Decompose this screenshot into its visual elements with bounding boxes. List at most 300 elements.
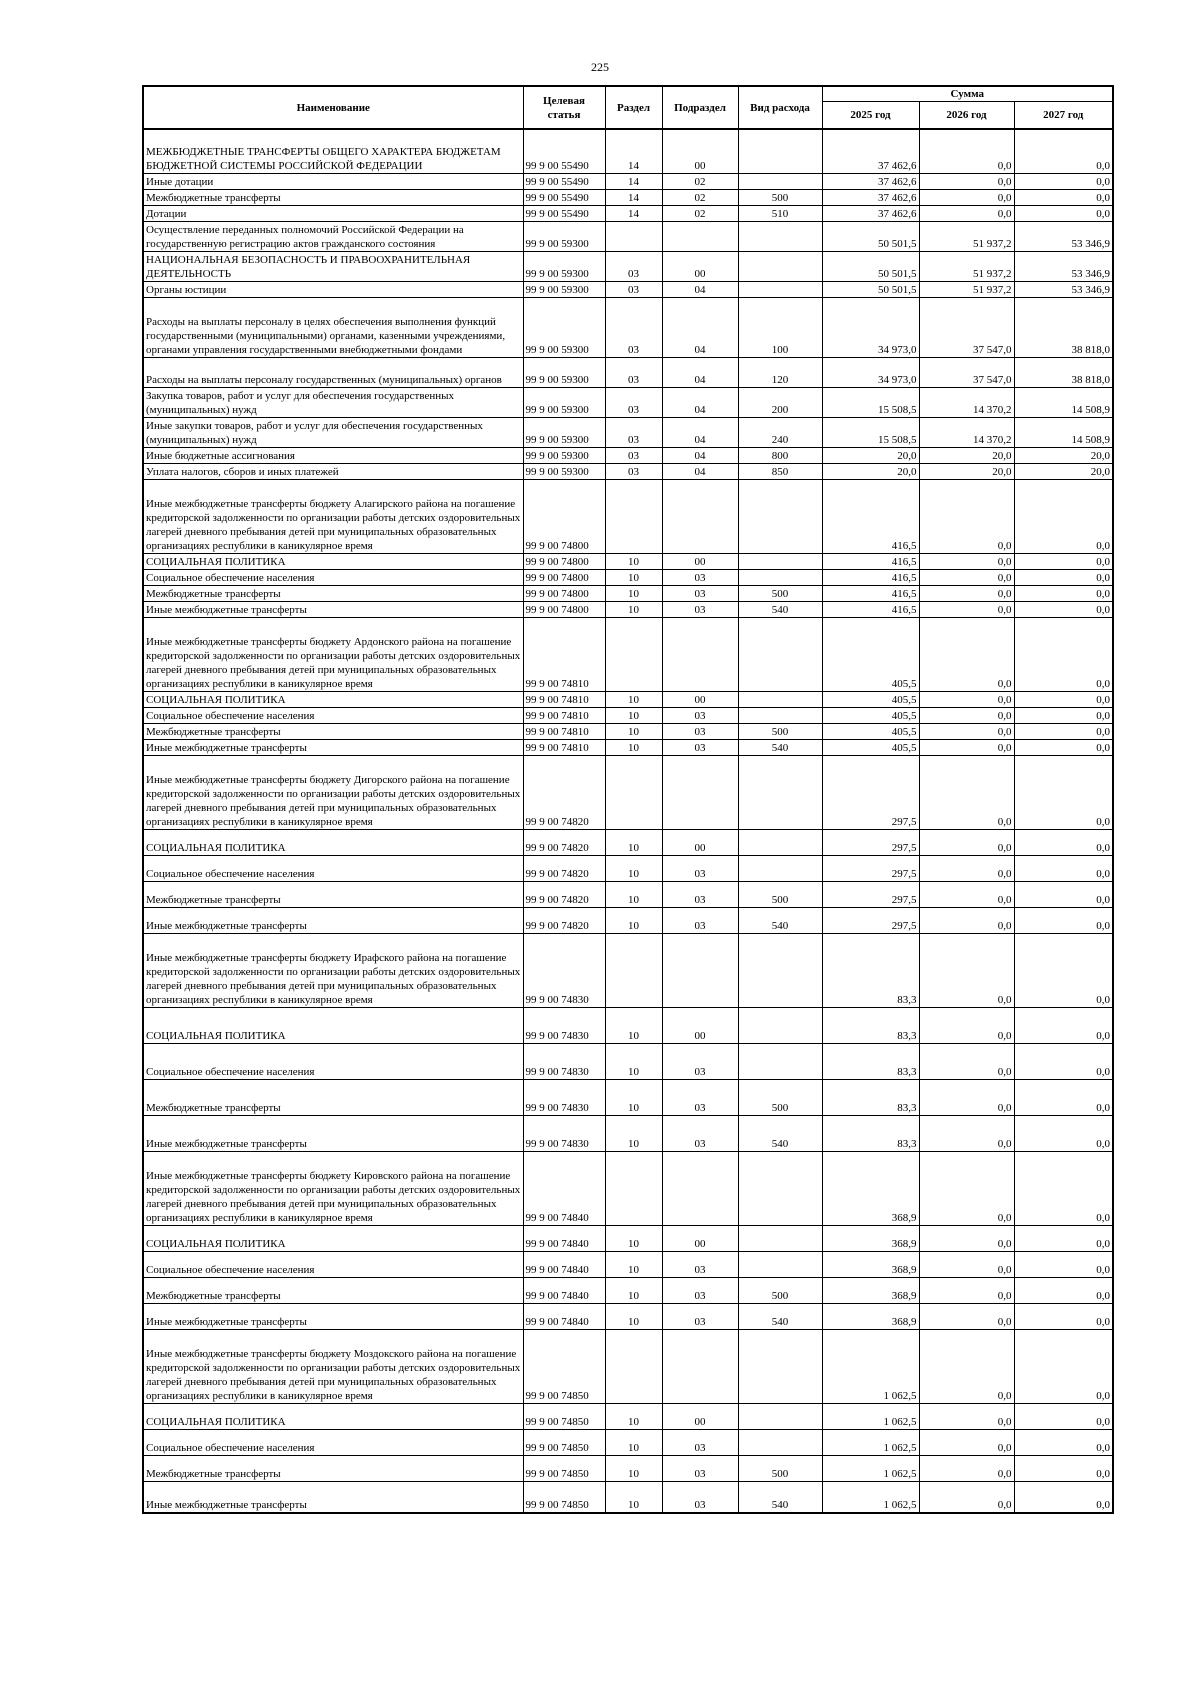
row-section: 03 [605,251,662,281]
row-subsection: 02 [662,205,738,221]
row-sum-2026: 0,0 [919,569,1014,585]
row-subsection: 02 [662,173,738,189]
row-target-article: 99 9 00 59300 [523,297,605,357]
row-name: Дотации [143,205,523,221]
row-expense-type: 540 [738,1481,822,1513]
row-sum-2025: 368,9 [822,1225,919,1251]
row-sum-2027: 0,0 [1014,129,1113,173]
row-expense-type [738,1429,822,1455]
table-row [143,417,1113,447]
row-subsection: 03 [662,1455,738,1481]
row-sum-2027: 53 346,9 [1014,281,1113,297]
row-name: Межбюджетные трансферты [143,189,523,205]
row-section: 14 [605,173,662,189]
row-sum-2025: 15 508,5 [822,387,919,417]
row-sum-2026: 0,0 [919,707,1014,723]
row-section: 10 [605,1115,662,1151]
row-sum-2026: 0,0 [919,691,1014,707]
row-sum-2027: 0,0 [1014,1329,1113,1403]
row-sum-2027: 0,0 [1014,1277,1113,1303]
row-sum-2025: 405,5 [822,691,919,707]
table-row [143,297,1113,357]
row-sum-2027: 0,0 [1014,1481,1113,1513]
row-sum-2026: 0,0 [919,1115,1014,1151]
row-sum-2027: 0,0 [1014,1007,1113,1043]
row-sum-2025: 368,9 [822,1251,919,1277]
row-name: Уплата налогов, сборов и иных платежей [143,463,523,479]
row-expense-type: 500 [738,189,822,205]
row-expense-type: 240 [738,417,822,447]
row-subsection: 04 [662,447,738,463]
row-sum-2026: 51 937,2 [919,251,1014,281]
table-row [143,1251,1113,1277]
row-section: 10 [605,1079,662,1115]
table-row [143,601,1113,617]
row-sum-2026: 0,0 [919,479,1014,553]
row-sum-2025: 37 462,6 [822,189,919,205]
row-subsection: 03 [662,723,738,739]
row-name: Иные межбюджетные трансферты [143,907,523,933]
header-name: Наименование [143,86,523,129]
header-expense-type: Вид расхода [738,86,822,129]
row-target-article: 99 9 00 59300 [523,281,605,297]
table-row [143,829,1113,855]
row-sum-2026: 0,0 [919,723,1014,739]
row-section: 03 [605,281,662,297]
table-row [143,755,1113,829]
row-subsection [662,221,738,251]
row-sum-2025: 37 462,6 [822,205,919,221]
row-section [605,617,662,691]
row-sum-2026: 0,0 [919,1251,1014,1277]
row-expense-type [738,1403,822,1429]
row-target-article: 99 9 00 59300 [523,387,605,417]
row-subsection: 04 [662,387,738,417]
row-sum-2025: 416,5 [822,569,919,585]
row-sum-2025: 50 501,5 [822,281,919,297]
row-subsection [662,755,738,829]
row-section: 03 [605,417,662,447]
row-name: МЕЖБЮДЖЕТНЫЕ ТРАНСФЕРТЫ ОБЩЕГО ХАРАКТЕРА БЮДЖЕТАМ БЮДЖЕТНОЙ СИСТЕМЫ РОССИЙСКОЙ ФЕДЕРАЦИИ [143,129,523,173]
row-sum-2025: 50 501,5 [822,221,919,251]
row-name: Межбюджетные трансферты [143,723,523,739]
row-expense-type: 200 [738,387,822,417]
row-sum-2027: 0,0 [1014,1079,1113,1115]
table-row [143,1455,1113,1481]
header-year-2026: 2026 год [919,102,1014,130]
row-sum-2025: 368,9 [822,1303,919,1329]
row-expense-type [738,479,822,553]
row-sum-2026: 0,0 [919,617,1014,691]
row-sum-2027: 0,0 [1014,691,1113,707]
row-target-article: 99 9 00 74820 [523,755,605,829]
row-name: Социальное обеспечение населения [143,1429,523,1455]
row-name: Социальное обеспечение населения [143,707,523,723]
row-expense-type [738,221,822,251]
row-expense-type: 850 [738,463,822,479]
table-row [143,739,1113,755]
row-target-article: 99 9 00 74840 [523,1303,605,1329]
row-sum-2025: 1 062,5 [822,1455,919,1481]
table-row [143,1115,1113,1151]
row-expense-type [738,755,822,829]
row-sum-2025: 1 062,5 [822,1481,919,1513]
row-sum-2027: 0,0 [1014,1303,1113,1329]
row-sum-2027: 0,0 [1014,739,1113,755]
header-section: Раздел [605,86,662,129]
row-sum-2025: 1 062,5 [822,1329,919,1403]
row-section: 10 [605,907,662,933]
row-section: 10 [605,855,662,881]
row-sum-2025: 34 973,0 [822,297,919,357]
row-sum-2025: 297,5 [822,755,919,829]
budget-table [142,85,1114,1514]
row-name: Расходы на выплаты персоналу в целях обеспечения выполнения функций государственными (муниципальными) органами, казенными учреждениями, органами управления государственными внебюджетными фондами [143,297,523,357]
row-sum-2026: 0,0 [919,739,1014,755]
row-sum-2026: 0,0 [919,1079,1014,1115]
row-subsection: 00 [662,553,738,569]
row-sum-2026: 0,0 [919,1043,1014,1079]
table-row [143,907,1113,933]
row-sum-2027: 0,0 [1014,1043,1113,1079]
row-target-article: 99 9 00 74800 [523,585,605,601]
row-sum-2027: 0,0 [1014,1225,1113,1251]
row-target-article: 99 9 00 74850 [523,1455,605,1481]
row-sum-2027: 0,0 [1014,173,1113,189]
row-sum-2027: 0,0 [1014,585,1113,601]
row-sum-2027: 0,0 [1014,205,1113,221]
table-row [143,173,1113,189]
row-sum-2026: 14 370,2 [919,417,1014,447]
row-section [605,221,662,251]
row-sum-2026: 0,0 [919,189,1014,205]
table-row [143,189,1113,205]
row-section: 10 [605,1277,662,1303]
row-target-article: 99 9 00 74820 [523,881,605,907]
row-sum-2026: 0,0 [919,1225,1014,1251]
row-sum-2026: 0,0 [919,553,1014,569]
row-sum-2027: 0,0 [1014,881,1113,907]
row-subsection: 03 [662,907,738,933]
table-row [143,357,1113,387]
row-name: Иные закупки товаров, работ и услуг для обеспечения государственных (муниципальных) нужд [143,417,523,447]
row-name: Расходы на выплаты персоналу государственных (муниципальных) органов [143,357,523,387]
row-section [605,1151,662,1225]
row-sum-2026: 0,0 [919,1007,1014,1043]
row-target-article: 99 9 00 74800 [523,553,605,569]
row-target-article: 99 9 00 74830 [523,1079,605,1115]
row-sum-2025: 297,5 [822,829,919,855]
row-sum-2025: 83,3 [822,1007,919,1043]
row-name: СОЦИАЛЬНАЯ ПОЛИТИКА [143,1007,523,1043]
row-section: 10 [605,1429,662,1455]
row-sum-2027: 0,0 [1014,755,1113,829]
row-expense-type [738,1329,822,1403]
row-name: Иные межбюджетные трансферты [143,739,523,755]
row-subsection: 03 [662,1481,738,1513]
row-subsection: 00 [662,1007,738,1043]
row-sum-2025: 416,5 [822,553,919,569]
table-row [143,1225,1113,1251]
row-target-article: 99 9 00 74840 [523,1225,605,1251]
table-row [143,855,1113,881]
row-expense-type [738,1251,822,1277]
table-row [143,221,1113,251]
row-sum-2026: 20,0 [919,463,1014,479]
row-name: СОЦИАЛЬНАЯ ПОЛИТИКА [143,1403,523,1429]
row-sum-2026: 0,0 [919,129,1014,173]
row-expense-type [738,855,822,881]
row-name: СОЦИАЛЬНАЯ ПОЛИТИКА [143,1225,523,1251]
row-target-article: 99 9 00 74810 [523,617,605,691]
row-subsection: 03 [662,1079,738,1115]
table-row [143,933,1113,1007]
row-name: Иные межбюджетные трансферты бюджету Ардонского района на погашение кредиторской задолженности по организации работы детских оздоровительных лагерей дневного пребывания детей при муниципальных образовательных организациях республики в каникулярное время [143,617,523,691]
row-target-article: 99 9 00 74830 [523,1007,605,1043]
row-name: Межбюджетные трансферты [143,1277,523,1303]
row-target-article: 99 9 00 74850 [523,1429,605,1455]
row-subsection [662,617,738,691]
row-expense-type [738,1225,822,1251]
row-name: Иные бюджетные ассигнования [143,447,523,463]
row-sum-2027: 0,0 [1014,601,1113,617]
row-sum-2027: 53 346,9 [1014,221,1113,251]
row-name: Социальное обеспечение населения [143,855,523,881]
row-sum-2025: 20,0 [822,463,919,479]
row-sum-2026: 0,0 [919,1151,1014,1225]
row-sum-2027: 0,0 [1014,723,1113,739]
row-subsection: 04 [662,357,738,387]
row-sum-2026: 0,0 [919,755,1014,829]
row-sum-2027: 0,0 [1014,1403,1113,1429]
row-target-article: 99 9 00 74830 [523,1115,605,1151]
row-sum-2025: 83,3 [822,933,919,1007]
row-sum-2025: 405,5 [822,723,919,739]
row-sum-2026: 0,0 [919,881,1014,907]
row-sum-2026: 0,0 [919,1303,1014,1329]
row-sum-2027: 0,0 [1014,1455,1113,1481]
row-name: Социальное обеспечение населения [143,1251,523,1277]
row-sum-2027: 0,0 [1014,829,1113,855]
row-subsection: 04 [662,281,738,297]
row-name: Закупка товаров, работ и услуг для обеспечения государственных (муниципальных) нужд [143,387,523,417]
row-subsection: 00 [662,1225,738,1251]
row-expense-type [738,1007,822,1043]
row-sum-2025: 297,5 [822,881,919,907]
table-row [143,1481,1113,1513]
row-expense-type [738,707,822,723]
row-sum-2025: 416,5 [822,479,919,553]
row-sum-2025: 1 062,5 [822,1429,919,1455]
row-section [605,479,662,553]
row-sum-2025: 83,3 [822,1115,919,1151]
row-target-article: 99 9 00 74830 [523,933,605,1007]
row-sum-2025: 37 462,6 [822,129,919,173]
table-row [143,463,1113,479]
row-expense-type: 540 [738,739,822,755]
table-row [143,617,1113,691]
row-section: 10 [605,553,662,569]
row-section: 10 [605,829,662,855]
row-section: 10 [605,1403,662,1429]
row-name: Иные межбюджетные трансферты бюджету Ирафского района на погашение кредиторской задолженности по организации работы детских оздоровительных лагерей дневного пребывания детей при муниципальных образовательных организациях республики в каникулярное время [143,933,523,1007]
row-sum-2027: 38 818,0 [1014,297,1113,357]
row-name: Межбюджетные трансферты [143,1079,523,1115]
row-expense-type: 500 [738,723,822,739]
row-expense-type [738,553,822,569]
row-target-article: 99 9 00 74840 [523,1277,605,1303]
row-expense-type: 500 [738,1455,822,1481]
row-sum-2027: 38 818,0 [1014,357,1113,387]
row-target-article: 99 9 00 74800 [523,479,605,553]
row-section: 14 [605,205,662,221]
row-expense-type [738,281,822,297]
row-sum-2026: 0,0 [919,1277,1014,1303]
row-section: 10 [605,1303,662,1329]
row-name: Осуществление переданных полномочий Российской Федерации на государственную регистрацию актов гражданского состояния [143,221,523,251]
row-section [605,755,662,829]
row-section: 14 [605,129,662,173]
row-sum-2025: 1 062,5 [822,1403,919,1429]
row-subsection: 03 [662,1429,738,1455]
row-target-article: 99 9 00 59300 [523,357,605,387]
row-sum-2026: 37 547,0 [919,357,1014,387]
row-target-article: 99 9 00 74820 [523,829,605,855]
table-row [143,1079,1113,1115]
row-subsection [662,1151,738,1225]
row-sum-2027: 14 508,9 [1014,387,1113,417]
header-year-2025: 2025 год [822,102,919,130]
row-sum-2025: 297,5 [822,855,919,881]
row-target-article: 99 9 00 55490 [523,129,605,173]
row-expense-type [738,1151,822,1225]
row-sum-2026: 0,0 [919,1481,1014,1513]
row-subsection [662,479,738,553]
row-sum-2027: 0,0 [1014,617,1113,691]
row-section: 10 [605,1455,662,1481]
row-expense-type [738,569,822,585]
row-name: СОЦИАЛЬНАЯ ПОЛИТИКА [143,829,523,855]
row-sum-2027: 20,0 [1014,447,1113,463]
row-expense-type: 500 [738,1277,822,1303]
row-section: 10 [605,881,662,907]
row-sum-2026: 0,0 [919,585,1014,601]
row-sum-2025: 368,9 [822,1277,919,1303]
row-subsection: 03 [662,707,738,723]
row-sum-2025: 50 501,5 [822,251,919,281]
row-subsection: 00 [662,691,738,707]
row-target-article: 99 9 00 74840 [523,1151,605,1225]
row-target-article: 99 9 00 74850 [523,1403,605,1429]
row-name: Межбюджетные трансферты [143,881,523,907]
row-section: 03 [605,297,662,357]
row-target-article: 99 9 00 59300 [523,463,605,479]
table-row [143,553,1113,569]
row-section: 03 [605,463,662,479]
row-section: 10 [605,739,662,755]
page-number: 225 [591,60,609,74]
row-expense-type [738,691,822,707]
row-name: Иные межбюджетные трансферты бюджету Моздокского района на погашение кредиторской задолженности по организации работы детских оздоровительных лагерей дневного пребывания детей при муниципальных образовательных организациях республики в каникулярное время [143,1329,523,1403]
row-sum-2026: 37 547,0 [919,297,1014,357]
row-sum-2027: 0,0 [1014,569,1113,585]
table-row [143,1329,1113,1403]
row-sum-2026: 0,0 [919,173,1014,189]
row-name: Органы юстиции [143,281,523,297]
row-section: 03 [605,447,662,463]
row-subsection: 04 [662,417,738,447]
row-sum-2026: 0,0 [919,933,1014,1007]
header-sum: Сумма [822,86,1113,102]
table-header [143,86,1113,129]
row-expense-type: 540 [738,907,822,933]
row-subsection: 03 [662,1303,738,1329]
row-target-article: 99 9 00 59300 [523,447,605,463]
row-subsection [662,1329,738,1403]
row-name: Иные межбюджетные трансферты [143,1303,523,1329]
row-sum-2026: 51 937,2 [919,221,1014,251]
row-sum-2027: 0,0 [1014,907,1113,933]
row-section: 10 [605,1251,662,1277]
row-sum-2025: 37 462,6 [822,173,919,189]
row-target-article: 99 9 00 74820 [523,855,605,881]
table-row [143,1007,1113,1043]
row-expense-type [738,829,822,855]
row-section: 03 [605,357,662,387]
row-sum-2027: 0,0 [1014,479,1113,553]
table-row [143,707,1113,723]
row-subsection: 04 [662,297,738,357]
row-subsection [662,933,738,1007]
row-target-article: 99 9 00 74820 [523,907,605,933]
row-sum-2025: 20,0 [822,447,919,463]
row-sum-2025: 83,3 [822,1079,919,1115]
row-expense-type: 500 [738,585,822,601]
row-subsection: 03 [662,881,738,907]
row-name: Иные межбюджетные трансферты бюджету Дигорского района на погашение кредиторской задолженности по организации работы детских оздоровительных лагерей дневного пребывания детей при муниципальных образовательных организациях республики в каникулярное время [143,755,523,829]
row-section: 10 [605,1225,662,1251]
row-name: Социальное обеспечение населения [143,1043,523,1079]
row-target-article: 99 9 00 74800 [523,569,605,585]
row-sum-2025: 405,5 [822,739,919,755]
row-sum-2026: 0,0 [919,855,1014,881]
row-subsection: 04 [662,463,738,479]
row-expense-type: 510 [738,205,822,221]
row-section: 10 [605,723,662,739]
row-name: Иные межбюджетные трансферты [143,1481,523,1513]
row-name: Иные межбюджетные трансферты бюджету Кировского района на погашение кредиторской задолженности по организации работы детских оздоровительных лагерей дневного пребывания детей при муниципальных образовательных организациях республики в каникулярное время [143,1151,523,1225]
row-subsection: 00 [662,251,738,281]
row-expense-type [738,173,822,189]
row-sum-2027: 14 508,9 [1014,417,1113,447]
table-row [143,129,1113,173]
row-section: 14 [605,189,662,205]
row-name: Иные дотации [143,173,523,189]
row-expense-type: 500 [738,881,822,907]
row-target-article: 99 9 00 74830 [523,1043,605,1079]
row-expense-type [738,617,822,691]
table-row [143,251,1113,281]
row-sum-2027: 0,0 [1014,189,1113,205]
row-subsection: 03 [662,1115,738,1151]
row-section: 10 [605,691,662,707]
row-subsection: 03 [662,585,738,601]
row-sum-2026: 0,0 [919,205,1014,221]
row-sum-2027: 0,0 [1014,1429,1113,1455]
row-sum-2025: 405,5 [822,617,919,691]
table-row [143,205,1113,221]
row-sum-2026: 0,0 [919,1455,1014,1481]
